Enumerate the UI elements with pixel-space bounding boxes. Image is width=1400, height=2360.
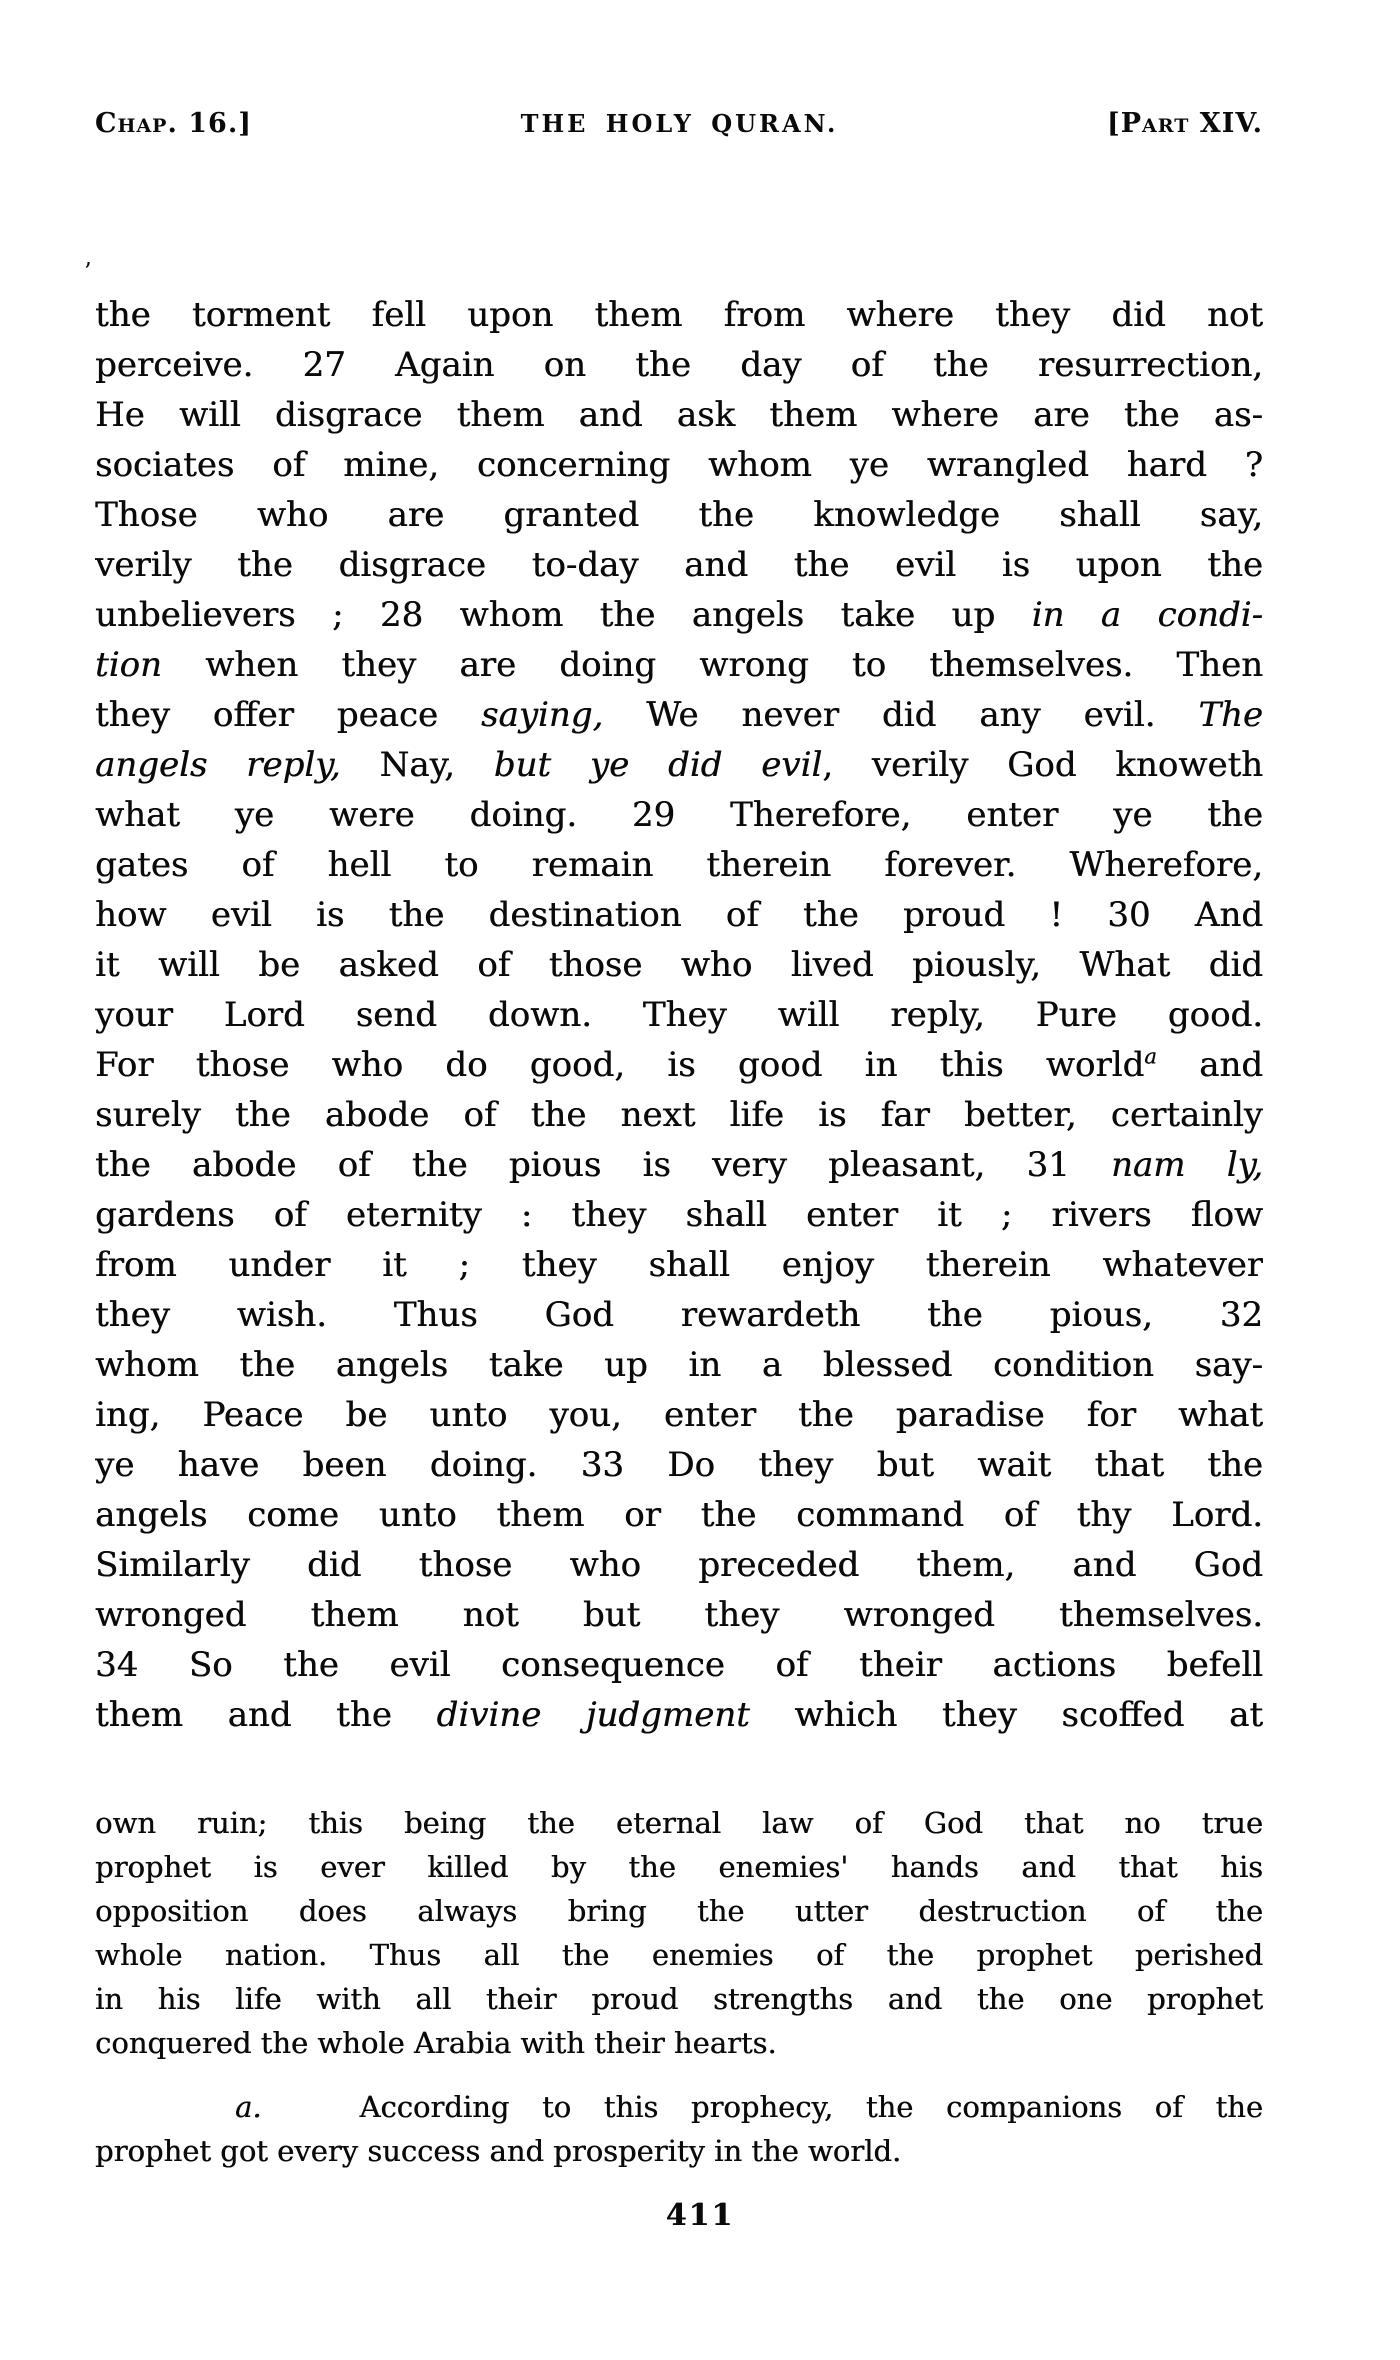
text-segment: when they are doing wrong to themselves. Then [161, 645, 1263, 685]
text-segment: We never did any evil. [603, 695, 1199, 735]
italic-text-segment: a. [235, 2090, 262, 2124]
text-segment: wronged them not but they wronged themselves. [95, 1595, 1263, 1635]
italic-text-segment: saying, [480, 695, 604, 735]
text-segment: He will disgrace them and ask them where are the as- [95, 395, 1263, 435]
text-segment: and [1156, 1045, 1263, 1085]
body-line [95, 390, 1263, 440]
body-line [95, 1140, 1263, 1190]
body-line [95, 1340, 1263, 1390]
text-segment: they offer peace [95, 695, 481, 735]
italic-text-segment: nam ly, [1110, 1145, 1263, 1185]
text-segment: them and the [95, 1695, 437, 1735]
text-segment: ing, Peace be unto you, enter the paradise for what [95, 1395, 1263, 1435]
body-line [95, 340, 1263, 390]
body-line [95, 1540, 1263, 1590]
footnote-a-lines [95, 2085, 1263, 2173]
footnote-line [95, 1889, 1263, 1933]
text-segment: the abode of the pious is very pleasant, 31 [95, 1145, 1111, 1185]
footnote-a-line [95, 2085, 1263, 2129]
text-segment: ye have been doing. 33 Do they but wait that the [95, 1445, 1263, 1485]
text-segment: in his life with all their proud strengths and the one prophet [95, 1982, 1263, 2016]
footnote-line [95, 1845, 1263, 1889]
italic-text-segment: The [1198, 695, 1263, 735]
text-segment: For those who do good, is good in this world [95, 1045, 1145, 1085]
text-segment: it will be asked of those who lived piously, What did [95, 945, 1263, 985]
text-segment: what ye were doing. 29 Therefore, enter ye the [95, 795, 1263, 835]
text-segment: unbelievers ; 28 whom the angels take up [95, 595, 1032, 635]
body-line [95, 290, 1263, 340]
text-segment: gardens of eternity : they shall enter it ; rivers flow [95, 1195, 1263, 1235]
body-line [95, 1390, 1263, 1440]
italic-text-segment: but ye did evil [493, 745, 823, 785]
body-line [95, 1240, 1263, 1290]
text-segment: from under it ; they shall enjoy therein whatever [95, 1245, 1263, 1285]
italic-text-segment: divine judgment [436, 1695, 750, 1735]
footnote-a-line [95, 2129, 1263, 2173]
body-line [95, 640, 1263, 690]
body-line [95, 1290, 1263, 1340]
text-segment: sociates of mine, concerning whom ye wrangled hard ? [95, 445, 1263, 485]
text-segment: perceive. 27 Again on the day of the resurrection, [95, 345, 1263, 385]
footnote-reference-mark: a [1144, 1043, 1157, 1069]
italic-text-segment: tion [95, 645, 162, 685]
italic-text-segment: in a condi- [1031, 595, 1263, 635]
text-segment: the torment fell upon them from where they did not [95, 295, 1263, 335]
text-segment: conquered the whole Arabia with their hearts. [95, 2026, 777, 2060]
text-segment: verily the disgrace to-day and the evil is upon the [95, 545, 1263, 585]
text-segment: prophet is ever killed by the enemies' hands and that his [95, 1850, 1263, 1884]
text-segment: opposition does always bring the utter destruction of the [95, 1894, 1263, 1928]
body-line [95, 890, 1263, 940]
running-head [95, 108, 1263, 139]
footnote-line [95, 1977, 1263, 2021]
body-line [95, 1490, 1263, 1540]
body-line [95, 590, 1263, 640]
body-line [95, 990, 1263, 1040]
body-line [95, 840, 1263, 890]
scan-artifact-mark: ’ [84, 258, 92, 286]
text-segment: Those who are granted the knowledge shall say, [95, 495, 1263, 535]
text-segment: whom the angels take up in a blessed condition say- [95, 1345, 1263, 1385]
body-line [95, 790, 1263, 840]
body-line [95, 1090, 1263, 1140]
body-line [95, 1190, 1263, 1240]
text-segment: According to this prophecy, the companions of the [261, 2090, 1263, 2124]
body-line [95, 490, 1263, 540]
text-segment: surely the abode of the next life is far better, certainly [95, 1095, 1263, 1135]
body-line [95, 440, 1263, 490]
footnote-line [95, 2021, 1263, 2065]
italic-text-segment: angels reply, [95, 745, 341, 785]
text-segment: whole nation. Thus all the enemies of the prophet perished [95, 1938, 1263, 1972]
part-label: [Part XIV. [1106, 108, 1263, 139]
text-segment: , verily God knoweth [822, 745, 1263, 785]
text-segment: own ruin; this being the eternal law of God that no true [95, 1806, 1263, 1840]
text-segment: Similarly did those who preceded them, and God [95, 1545, 1263, 1585]
text-segment: your Lord send down. They will reply, Pure good. [95, 995, 1263, 1035]
text-segment: 34 So the evil consequence of their actions befell [95, 1645, 1263, 1685]
body-lines [95, 290, 1263, 1740]
text-segment: prophet got every success and prosperity in the world. [95, 2134, 902, 2168]
text-segment: gates of hell to remain therein forever. Wherefore, [95, 845, 1263, 885]
footnote-line [95, 1933, 1263, 1977]
text-segment: angels come unto them or the command of thy Lord. [95, 1495, 1263, 1535]
footnote-line [95, 1801, 1263, 1845]
body-line [95, 1590, 1263, 1640]
body-line [95, 740, 1263, 790]
body-line [95, 540, 1263, 590]
body-line [95, 1640, 1263, 1690]
text-segment: how evil is the destination of the proud ! 30 And [95, 895, 1263, 935]
footnote-lines [95, 1801, 1263, 2065]
text-segment: they wish. Thus God rewardeth the pious, 32 [95, 1295, 1263, 1335]
text-segment: Nay, [340, 745, 494, 785]
body-line [95, 1690, 1263, 1740]
chapter-label: Chap. 16.] [95, 108, 253, 139]
body-line [95, 690, 1263, 740]
body-line [95, 940, 1263, 990]
page-number: 411 [665, 2198, 735, 2233]
book-title: THE HOLY QURAN. [520, 109, 839, 138]
body-line [95, 1040, 1263, 1090]
text-segment: which they scoffed at [749, 1695, 1263, 1735]
body-line [95, 1440, 1263, 1490]
